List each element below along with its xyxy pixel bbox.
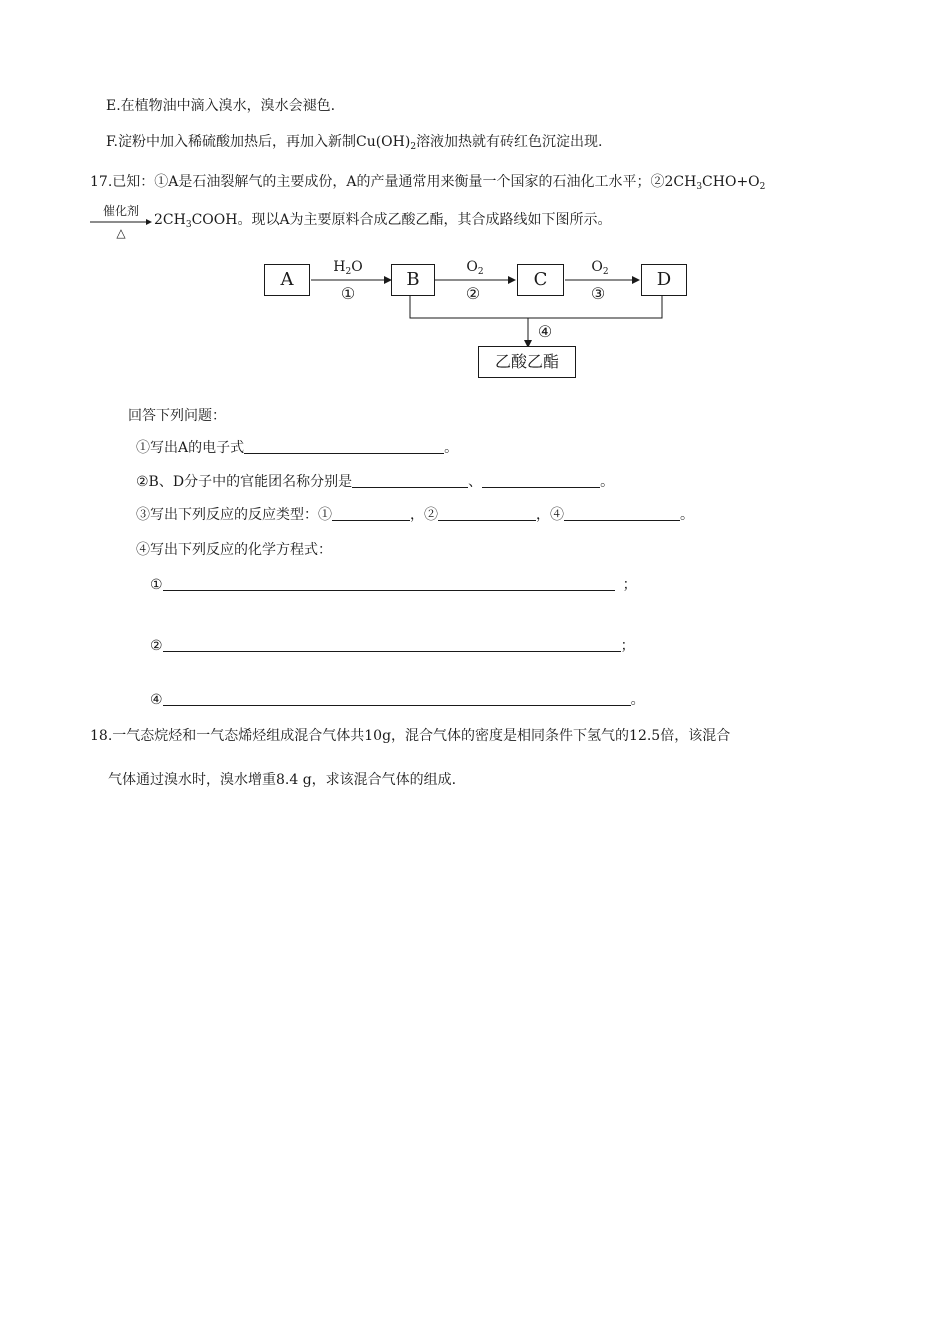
- q18-text-b: 气体通过溴水时，溴水增重8.4 g，求该混合气体的组成.: [108, 772, 457, 788]
- compound-a-box: [264, 264, 310, 296]
- option-e-text: E.在植物油中滴入溴水，溴水会褪色.: [106, 98, 336, 114]
- q2-text: ②B、D分子中的官能团名称分别是: [136, 474, 353, 490]
- q17-text-b: CHO+O: [702, 174, 760, 190]
- q2-answer-blank-d[interactable]: [482, 473, 600, 488]
- compound-c-label: C: [533, 269, 548, 290]
- eq2-end: ；: [620, 638, 635, 654]
- eq1-label: ①: [150, 577, 163, 593]
- step-2-number: ②: [465, 284, 481, 303]
- option-f-text-a: F.淀粉中加入稀硫酸加热后，再加入新制Cu(OH): [106, 134, 411, 150]
- eq2-label: ②: [150, 638, 163, 654]
- step-1-number: ①: [340, 284, 356, 303]
- answer-intro: [128, 406, 226, 426]
- sub-question-4: [136, 540, 332, 560]
- q17-sub1: 3: [696, 182, 703, 192]
- q17-sub3: 3: [185, 220, 192, 230]
- q3-answer-blank-2[interactable]: [438, 506, 536, 521]
- q17-text-c: 2CH: [154, 212, 186, 228]
- compound-d-label: D: [656, 269, 672, 290]
- eq1-end: ；: [622, 577, 637, 593]
- q1-text: ①写出A的电子式: [136, 440, 245, 456]
- q1-answer-blank[interactable]: [244, 439, 444, 454]
- sub-question-3: [136, 505, 694, 525]
- compound-b-box: [391, 264, 435, 296]
- compound-b-label: B: [406, 269, 420, 290]
- q3-answer-blank-4[interactable]: [564, 506, 680, 521]
- q2-answer-blank-b[interactable]: [352, 473, 468, 488]
- q3-text: ③写出下列反应的反应类型：①: [136, 507, 332, 523]
- reagent-2-sub: 2: [477, 267, 484, 277]
- eq4-answer-blank[interactable]: [163, 691, 631, 706]
- question-18-line2: [108, 770, 456, 790]
- ethyl-acetate-label: 乙酸乙酯: [494, 352, 559, 371]
- eq4-label: ④: [150, 692, 163, 708]
- q3-sep1: ，②: [410, 507, 438, 523]
- q4-text: ④写出下列反应的化学方程式：: [136, 542, 332, 558]
- reagent-1-h: H: [333, 259, 346, 275]
- q2-sep: 、: [468, 474, 483, 490]
- q17-text-d: COOH。现以A为主要原料合成乙酸乙酯，其合成路线如下图所示。: [191, 212, 612, 228]
- q17-sub2: 2: [759, 182, 766, 192]
- sub-question-1: [136, 438, 458, 458]
- q2-end: 。: [600, 474, 615, 490]
- compound-c-box: [517, 264, 564, 296]
- q17-text-a: 17.已知：①A是石油裂解气的主要成份，A的产量通常用来衡量一个国家的石油化工水平；②2CH: [90, 174, 697, 190]
- q1-end: 。: [444, 440, 459, 456]
- reagent-1-sub: 2: [345, 267, 352, 277]
- q3-answer-blank-1[interactable]: [332, 506, 410, 521]
- step-3-number: ③: [590, 284, 606, 303]
- q3-end: 。: [680, 507, 694, 523]
- equation-1: [150, 575, 637, 595]
- equation-2: [150, 636, 635, 656]
- eq4-end: 。: [630, 692, 645, 708]
- synthesis-diagram: [0, 0, 950, 400]
- option-f-sub: 2: [410, 142, 417, 152]
- ethyl-acetate-box: [478, 346, 576, 378]
- equation-4: [150, 690, 645, 710]
- compound-d-box: [641, 264, 687, 296]
- q3-sep2: ，④: [536, 507, 564, 523]
- reagent-2: [455, 258, 495, 276]
- heat-label: △: [116, 226, 126, 240]
- step-4-number: ④: [537, 322, 553, 341]
- reagent-1-o: O: [351, 259, 363, 275]
- sub-question-2: [136, 472, 614, 492]
- reagent-2-o: O: [466, 259, 478, 275]
- eq1-answer-blank[interactable]: [163, 576, 615, 591]
- diagram-connectors: [0, 0, 950, 400]
- reagent-3: [580, 258, 620, 276]
- q18-text-a: 18.一气态烷烃和一气态烯烃组成混合气体共10g，混合气体的密度是相同条件下氢气的12.5倍，该混合: [90, 728, 731, 744]
- eq2-answer-blank[interactable]: [163, 637, 621, 652]
- compound-a-label: A: [280, 269, 294, 290]
- reagent-3-sub: 2: [602, 267, 609, 277]
- question-18-line1: [90, 726, 730, 746]
- reagent-1: [320, 258, 376, 276]
- option-f-text-b: 溶液加热就有砖红色沉淀出现.: [416, 134, 603, 150]
- answer-intro-text: 回答下列问题：: [128, 408, 226, 424]
- reagent-3-o: O: [591, 259, 603, 275]
- catalyst-label: 催化剂: [102, 204, 139, 218]
